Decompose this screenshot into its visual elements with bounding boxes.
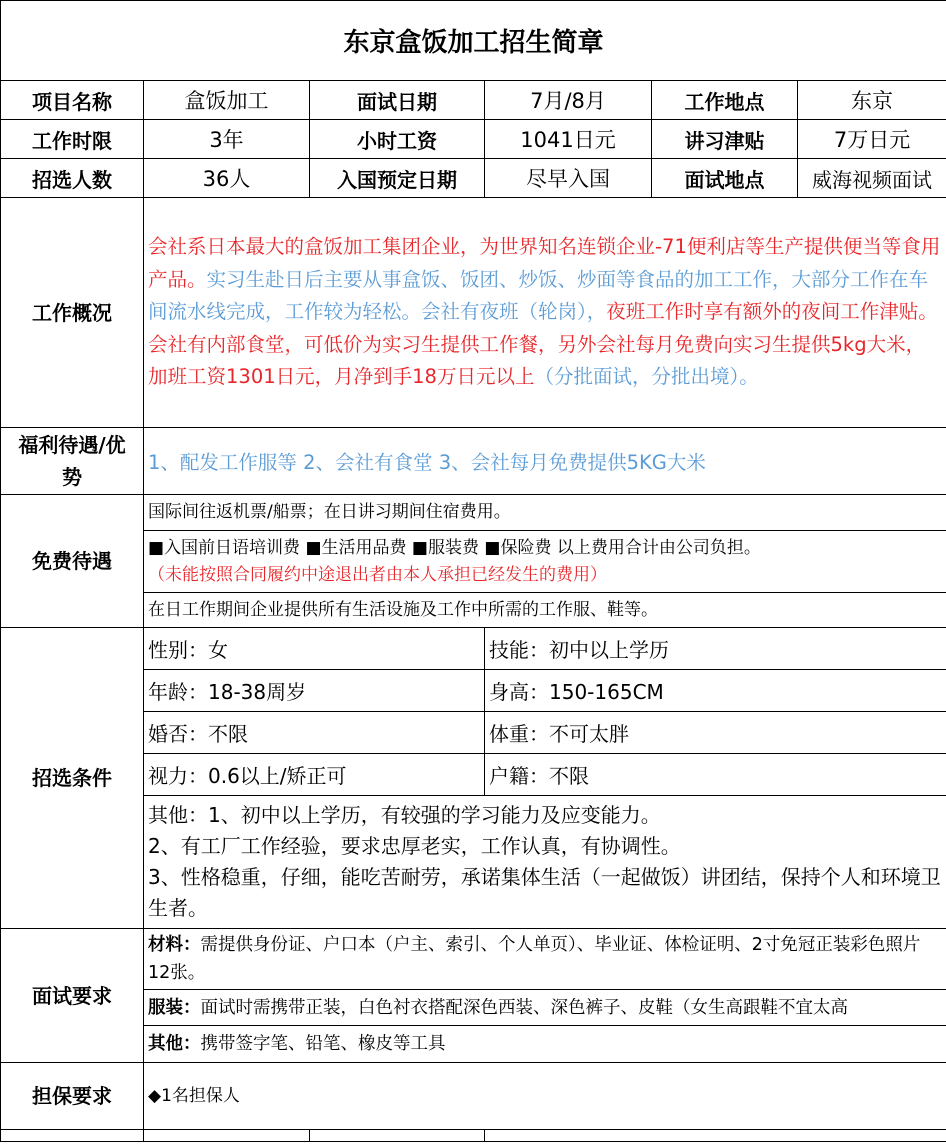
overview-part4: （分批面试，分批出境）。 — [534, 365, 759, 389]
req-other-line3: 3、性格稳重，仔细，能吃苦耐劳，承诺集体生活（一起做饭）讲团结，保持个人和环境卫生者。 — [148, 865, 941, 920]
req-row — [1, 628, 946, 670]
partial-row — [1, 1130, 946, 1142]
work-location-value: 东京 — [798, 81, 946, 120]
interview-other-label: 其他： — [148, 1034, 201, 1054]
training-allowance-label: 讲习津贴 — [652, 120, 798, 159]
interview-other — [144, 1026, 946, 1063]
interview-dress — [144, 990, 946, 1026]
interview-location-value: 威海视频面试 — [798, 159, 946, 198]
interview-date-value: 7月/8月 — [485, 81, 652, 120]
partial-cell — [1, 1130, 144, 1142]
partial-cell — [310, 1130, 485, 1142]
work-term-value: 3年 — [144, 120, 310, 159]
benefits-label: 福利待遇/优势 — [1, 428, 144, 495]
req-marital: 婚否：不限 — [144, 712, 485, 754]
partial-cell — [144, 1130, 310, 1142]
req-other — [144, 796, 946, 929]
benefits-text: 1、配发工作服等 2、会社有食堂 3、会社每月免费提供5KG大米 — [144, 428, 946, 495]
entry-date-label: 入国预定日期 — [310, 159, 485, 198]
headcount-value: 36人 — [144, 159, 310, 198]
info-row — [1, 81, 946, 120]
overview-text — [144, 198, 946, 428]
free-row — [1, 495, 946, 531]
interview-date-label: 面试日期 — [310, 81, 485, 120]
page-title: 东京盒饭加工招生简章 — [1, 1, 946, 81]
project-name-label: 项目名称 — [1, 81, 144, 120]
info-row — [1, 120, 946, 159]
interview-label: 面试要求 — [1, 929, 144, 1063]
guarantee-row — [1, 1063, 946, 1130]
guarantee-label: 担保要求 — [1, 1063, 144, 1130]
req-skill: 技能：初中以上学历 — [485, 628, 946, 670]
interview-dress-text: 面试时需携带正装，白色衬衣搭配深色西装、深色裤子、皮鞋（女生高跟鞋不宜太高 — [200, 997, 848, 1018]
hourly-wage-value: 1041日元 — [485, 120, 652, 159]
overview-row — [1, 198, 946, 428]
hourly-wage-label: 小时工资 — [310, 120, 485, 159]
req-gender: 性别：女 — [144, 628, 485, 670]
interview-materials-text: 需提供身份证、户口本（户主、索引、个人单页）、毕业证、体检证明、2寸免冠正装彩色照片12张。 — [148, 935, 921, 983]
info-row — [1, 159, 946, 198]
training-allowance-value: 7万日元 — [798, 120, 946, 159]
interview-location-label: 面试地点 — [652, 159, 798, 198]
title-row — [1, 1, 946, 81]
overview-part1: 会社系日本最大的盒饭加工集团企业，为世界知名连锁企业-71便利店等生产提供便当等食用产品。 — [148, 235, 941, 291]
free-line2: ■入国前日语培训费 ■生活用品费 ■服装费 ■保险费 以上费用合计由公司负担。 — [148, 537, 761, 558]
entry-date-value: 尽早入国 — [485, 159, 652, 198]
headcount-label: 招选人数 — [1, 159, 144, 198]
req-vision: 视力：0.6以上/矫正可 — [144, 754, 485, 796]
work-term-label: 工作时限 — [1, 120, 144, 159]
interview-row — [1, 929, 946, 990]
req-other-line1: 其他：1、初中以上学历，有较强的学习能力及应变能力。 — [148, 803, 661, 827]
guarantee-text: ◆1名担保人 — [144, 1063, 946, 1130]
req-weight: 体重：不可太胖 — [485, 712, 946, 754]
free-label: 免费待遇 — [1, 495, 144, 628]
interview-materials — [144, 929, 946, 990]
interview-materials-label: 材料： — [148, 935, 201, 955]
free-line1: 国际间往返机票/船票；在日讲习期间住宿费用。 — [144, 495, 946, 531]
free-line2-cell — [144, 531, 946, 593]
req-other-line2: 2、有工厂工作经验，要求忠厚老实，工作认真，有协调性。 — [148, 834, 681, 858]
req-hukou: 户籍：不限 — [485, 754, 946, 796]
work-location-label: 工作地点 — [652, 81, 798, 120]
free-line3: （未能按照合同履约中途退出者由本人承担已经发生的费用） — [148, 564, 607, 585]
interview-other-text: 携带签字笔、铅笔、橡皮等工具 — [200, 1034, 446, 1054]
req-age: 年龄：18-38周岁 — [144, 670, 485, 712]
overview-part3: 夜班工作时享有额外的夜间工作津贴。会社有内部食堂，可低价为实习生提供工作餐，另外会社每月免费向实习生提供5kg大米，加班工资1301日元，月净到手18万日元以上 — [148, 300, 938, 389]
overview-part2: 实习生赴日后主要从事盒饭、饭团、炒饭、炒面等食品的加工工作，大部分工作在车间流水线完成，工作较为轻松。会社有夜班（轮岗）， — [148, 267, 929, 324]
req-height: 身高：150-165CM — [485, 670, 946, 712]
overview-label: 工作概况 — [1, 198, 144, 428]
requirements-label: 招选条件 — [1, 628, 144, 929]
project-name-value: 盒饭加工 — [144, 81, 310, 120]
benefits-row — [1, 428, 946, 495]
interview-dress-label: 服装： — [148, 997, 201, 1018]
free-line4: 在日工作期间企业提供所有生活设施及工作中所需的工作服、鞋等。 — [144, 593, 946, 628]
partial-cell — [485, 1130, 946, 1142]
